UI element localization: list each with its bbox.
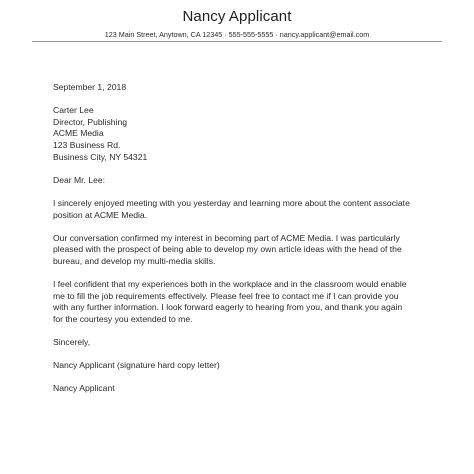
paragraph-1 — [53, 198, 453, 221]
typed-name: Nancy Applicant — [53, 383, 115, 394]
sender-name: Nancy Applicant — [182, 8, 292, 25]
recipient-line: 123 Business Rd. — [53, 139, 121, 150]
recipient-address — [53, 105, 453, 163]
paragraph-line: position at ACME Media. — [53, 209, 148, 220]
closing: Sincerely, — [53, 337, 91, 348]
letterhead — [0, 8, 474, 39]
paragraph-line: I sincerely enjoyed meeting with you yesterday and learning more about the content associate — [53, 197, 410, 208]
paragraph-line: bureau, and develop my multi-media skills. — [53, 255, 216, 266]
sender-contact: 123 Main Street, Anytown, CA 12345 · 555-555-5555 · nancy.applicant@email.com — [104, 30, 370, 39]
salutation: Dear Mr. Lee: — [53, 174, 106, 185]
paragraph-line: me to fill the job requirements effectively. Please feel free to contact me if I can provide you — [53, 290, 399, 301]
letter-body — [53, 82, 453, 395]
signature: Nancy Applicant (signature hard copy letter) — [53, 360, 220, 371]
recipient-line: Business City, NY 54321 — [53, 151, 148, 162]
letter-date: September 1, 2018 — [53, 82, 127, 92]
header-divider — [32, 41, 442, 42]
paragraph-line: I feel confident that my experiences both in the workplace and in the classroom would enable — [53, 279, 407, 290]
recipient-line: ACME Media — [53, 128, 104, 139]
paragraph-line: with any further information. I look forward eagerly to hearing from you, and thank you again — [53, 302, 403, 313]
paragraph-line: Our conversation confirmed my interest in becoming part of ACME Media. I was particularly — [53, 232, 400, 243]
paragraph-line: for the courtesy you extended to me. — [53, 313, 193, 324]
recipient-line: Director, Publishing — [53, 116, 128, 127]
recipient-line: Carter Lee — [53, 105, 94, 116]
paragraph-3 — [53, 279, 453, 325]
paragraph-2 — [53, 233, 453, 268]
paragraph-line: pleased with the prospect of being able to develop my own article ideas with the head of the — [53, 244, 402, 255]
